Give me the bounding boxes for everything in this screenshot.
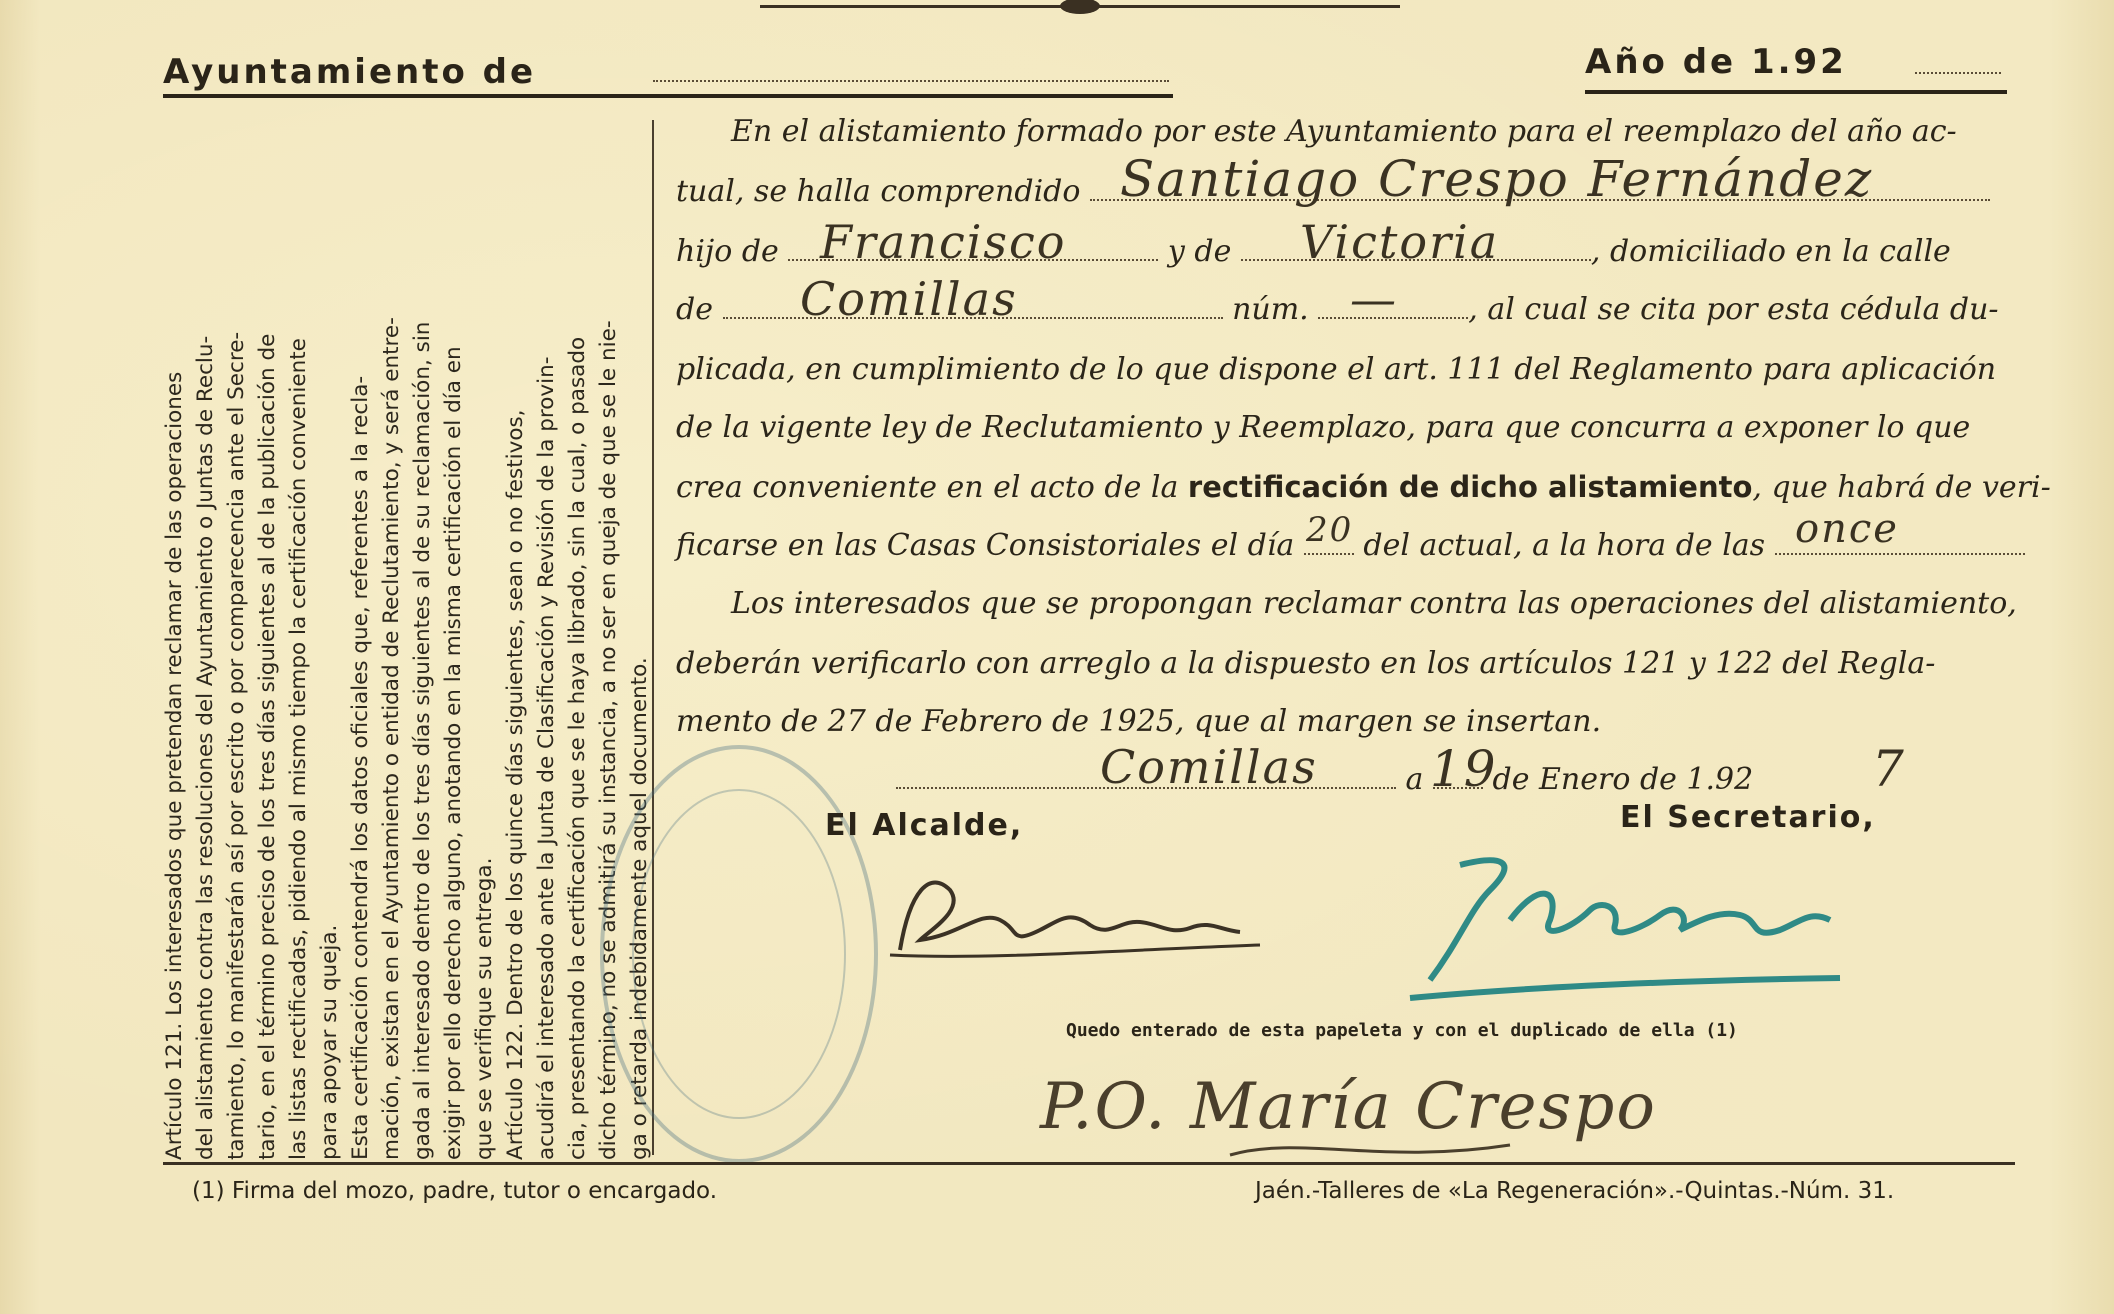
body-line: En el alistamiento formado por este Ayuntamiento para el reemplazo del año ac- xyxy=(731,114,1957,149)
handwritten-calle: Comillas xyxy=(800,272,1018,326)
date-line: a de Enero de 1.92 xyxy=(896,762,1753,797)
margin-line: ga o retarda indebidamente aquel documento. xyxy=(627,657,652,1160)
margin-line: Artículo 122. Dentro de los quince días siguientes, sean o no festivos, xyxy=(503,409,528,1160)
body-line: Los interesados que se propongan reclamar contra las operaciones del alistamiento, xyxy=(731,586,2017,621)
ano-field xyxy=(1585,42,2007,94)
alcalde-label: El Alcalde, xyxy=(825,808,1024,843)
handwritten-dia: 20 xyxy=(1306,510,1354,550)
handwritten-madre: Victoria xyxy=(1300,215,1500,269)
rectificacion-emphasis: rectificación de dicho alistamiento xyxy=(1187,470,1753,504)
ano-dotted-line xyxy=(1915,72,2001,74)
handwritten-num: — xyxy=(1350,272,1398,326)
handwritten-ano-digito: 7 xyxy=(1872,740,1906,798)
alcalde-signature xyxy=(870,850,1270,970)
body-line: deberán verificarlo con arreglo a la dispuesto en los artículos 121 y 122 del Regla- xyxy=(676,646,1936,681)
ayuntamiento-label: Ayuntamiento de xyxy=(163,52,537,92)
margin-line: exigir por ello derecho alguno, anotando en la misma certificación el día en xyxy=(441,346,466,1160)
margin-line: que se verifique su entrega. xyxy=(472,857,497,1160)
enterado-signature: P.O. María Crespo xyxy=(1040,1070,1657,1144)
margin-line: mación, existan en el Ayuntamiento o entidad de Reclutamiento, y será entre- xyxy=(379,317,404,1160)
handwritten-lugar-fecha: Comillas xyxy=(1100,740,1318,794)
enterado-flourish xyxy=(1220,1135,1520,1165)
margin-line: cia, presentando la certificación que se le haya librado, sin la cual, o pasado xyxy=(565,336,590,1160)
margin-line: Esta certificación contendrá los datos oficiales que, referentes a la recla- xyxy=(348,375,373,1160)
ayuntamiento-dotted-line xyxy=(653,80,1169,82)
margin-line: acudirá el interesado ante la Junta de Clasificación y Revisión de la provin- xyxy=(534,356,559,1160)
margin-line: dicho término, no se admitirá su instancia, a no ser en queja de que se le nie- xyxy=(596,320,621,1160)
footnote: (1) Firma del mozo, padre, tutor o encargado. xyxy=(192,1178,718,1204)
body-line: plicada, en cumplimiento de lo que dispone el art. 111 del Reglamento para aplicación xyxy=(676,352,1997,387)
enterado-notice: Quedo enterado de esta papeleta y con el duplicado de ella (1) xyxy=(1066,1020,1738,1041)
margin-line: del alistamiento contra las resoluciones del Ayuntamiento o Juntas de Reclu- xyxy=(193,335,218,1160)
body-line: hijo de y de , domiciliado en la calle xyxy=(676,234,1951,269)
margin-line: tamiento, lo manifestarán así por escrito o por comparecencia ante el Secre- xyxy=(224,331,249,1160)
body-line: ficarse en las Casas Consistoriales el día del actual, a la hora de las xyxy=(676,528,2025,563)
printer-imprint: Jaén.-Talleres de «La Regeneración».-Quintas.-Núm. 31. xyxy=(1255,1178,1895,1204)
body-line: de la vigente ley de Reclutamiento y Reemplazo, para que concurra a exponer lo que xyxy=(676,410,1971,445)
margin-line: tario, en el término preciso de los tres días siguientes al de la publicación de xyxy=(255,333,280,1160)
body-line: tual, se halla comprendido xyxy=(676,174,1990,209)
body-line: crea conveniente en el acto de la rectificación de dicho alistamiento, que habrá de veri- xyxy=(676,470,2051,505)
ayuntamiento-field xyxy=(163,52,1173,98)
secretario-label: El Secretario, xyxy=(1620,800,1876,835)
handwritten-nombre: Santiago Crespo Fernández xyxy=(1120,150,1874,208)
margin-line: para apoyar su queja. xyxy=(317,924,342,1160)
handwritten-hora: once xyxy=(1795,506,1899,552)
margin-line: las listas rectificadas, pidiendo al mismo tiempo la certificación conveniente xyxy=(286,338,311,1160)
handwritten-padre: Francisco xyxy=(820,215,1067,269)
margin-line: Artículo 121. Los interesados que pretendan reclamar de las operaciones xyxy=(162,371,187,1160)
bottom-rule xyxy=(163,1162,2015,1165)
handwritten-dia-fecha: 19 xyxy=(1430,740,1498,798)
secretario-signature xyxy=(1390,850,1850,1010)
body-line: mento de 27 de Febrero de 1925, que al margen se insertan. xyxy=(676,704,1602,739)
body-line: de núm. , al cual se cita por esta cédula du- xyxy=(676,292,1999,327)
top-ornament xyxy=(760,0,1400,14)
ano-label: Año de 1.92 xyxy=(1585,42,1847,82)
margin-line: gada al interesado dentro de los tres días siguientes al de su reclamación, sin xyxy=(410,321,435,1160)
